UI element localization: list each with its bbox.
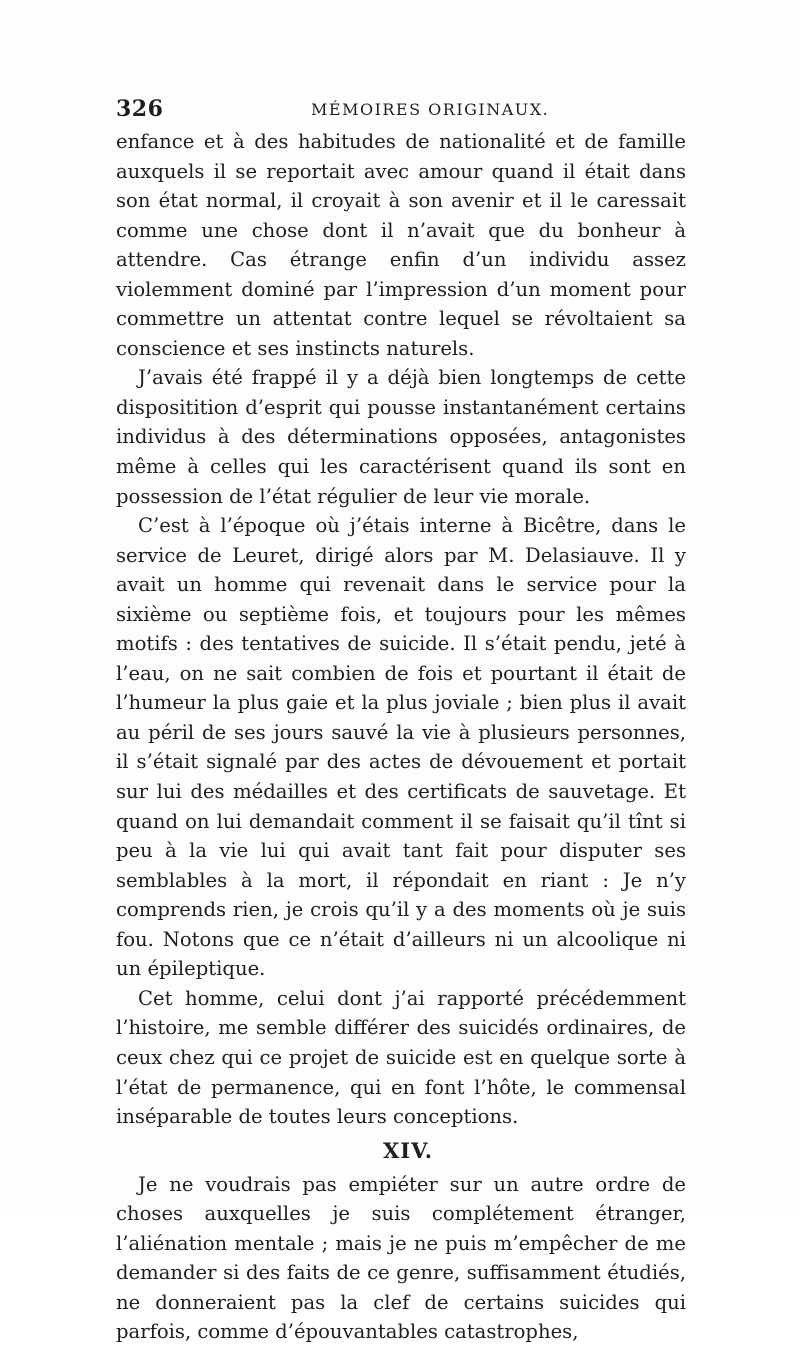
paragraph: C’est à l’époque où j’étais interne à Bicêtre, dans le service de Leuret, dirigé alors par M. Delasiauve. Il y avait un homme qui revenait dans le service pour la sixième ou septième fois, et toujours pour les mêmes motifs : des tentatives de suicide. Il s’était pendu, jeté à l’eau, on ne sait combien de fois et pourtant il était de l’humeur la plus gaie et la plus joviale ; bien plus il avait au péril de ses jours sauvé la vie à plusieurs personnes, il s’était signalé par des actes de dévouement et portait sur lui des médailles et des certificats de sauvetage. Et quand on lui demandait comment il se faisait qu’il tînt si peu à la vie lui qui avait tant fait pour disputer ses semblables à la mort, il répondait en riant : Je n’y comprends rien, je crois qu’il y a des moments où je suis fou. Notons que ce n’était d’ailleurs ni un alcoolique ni un épileptique.	[116, 514, 686, 981]
paragraph: J’avais été frappé il y a déjà bien longtemps de cette dispositition d’esprit qui pousse instantanément certains individus à des déterminations opposées, antagonistes même à celles qui les caractérisent quand ils sont en possession de l’état régulier de leur vie morale.	[116, 366, 686, 508]
section-heading: XIV.	[382, 1137, 434, 1163]
body-text	[116, 127, 686, 1347]
paragraph-continued: enfance et à des habitudes de nationalité et de famille auxquels il se reportait avec amour quand il était dans son état normal, il croyait à son avenir et il le caressait comme une chose dont il n’avait que du bonheur à attendre. Cas étrange enfin d’un individu assez violemment dominé par l’impression d’un moment pour commettre un attentat contre lequel se révoltaient sa conscience et ses instincts naturels.	[116, 130, 686, 360]
running-head	[116, 96, 686, 122]
paragraph: Je ne voudrais pas empiéter sur un autre ordre de choses auxquelles je suis complétement étranger, l’aliénation mentale ; mais je ne puis m’empêcher de me demander si des faits de ce genre, suffisamment étudiés, ne donneraient pas la clef de certains suicides qui parfois, comme d’épouvantables catastrophes,	[116, 1172, 686, 1344]
page-number: 326	[116, 96, 164, 122]
running-title: MÉMOIRES ORIGINAUX.	[311, 100, 550, 119]
paragraph: Cet homme, celui dont j’ai rapporté précédemment l’histoire, me semble différer des suicidés ordinaires, de ceux chez qui ce projet de suicide est en quelque sorte à l’état de permanence, qui en font l’hôte, le commensal inséparable de toutes leurs conceptions.	[116, 986, 686, 1129]
